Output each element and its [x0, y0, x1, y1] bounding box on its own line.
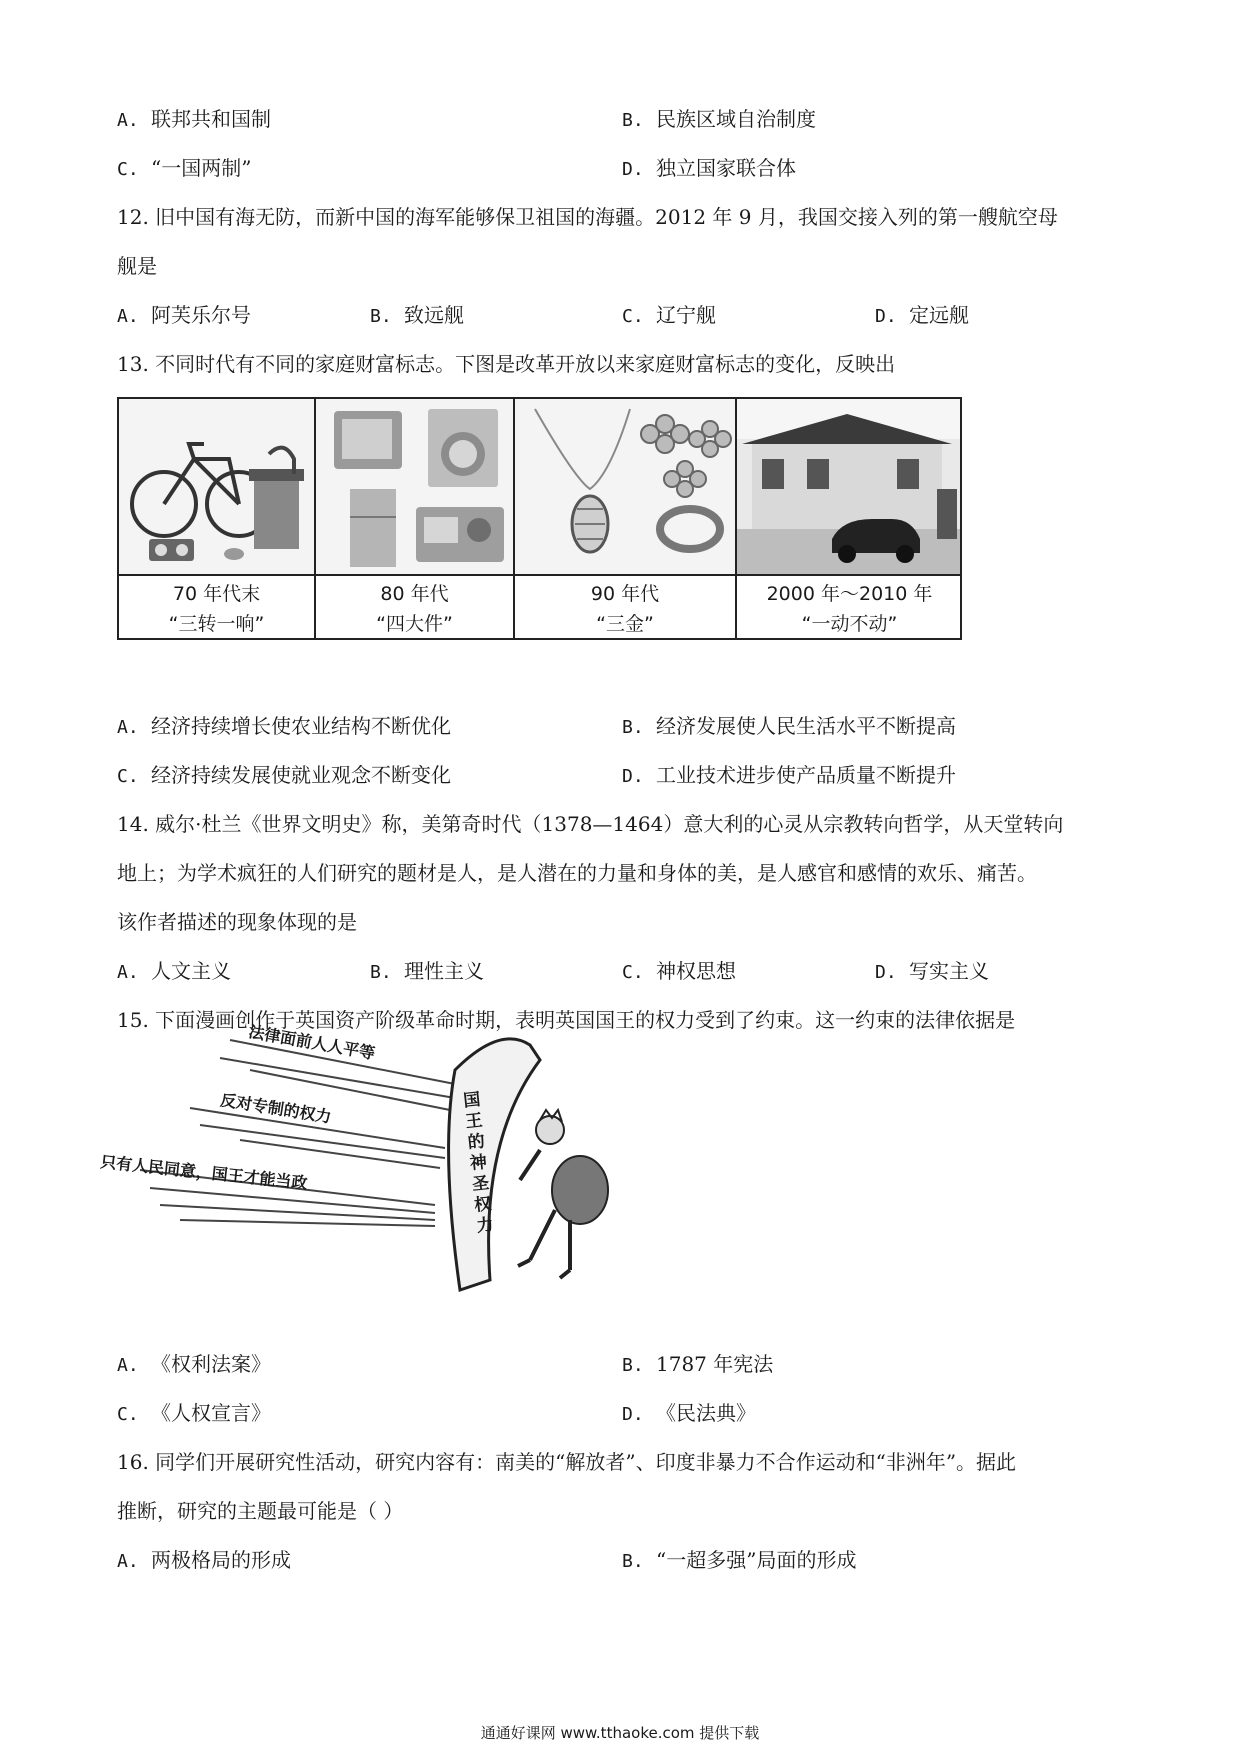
bicycle-sewing-machine-icon — [119, 399, 314, 576]
q16-stem-line2: 推断，研究的主题最可能是（ ） — [117, 1499, 404, 1523]
q16-option-b — [622, 1546, 856, 1576]
period-label: 80 年代 — [380, 583, 449, 605]
option-key: A. — [117, 962, 139, 983]
q12-stem-line1: 12. 旧中国有海无防，而新中国的海军能够保卫祖国的海疆。2012 年 9 月，我国交接入列的第一艘航空母 — [117, 205, 1058, 229]
q13-option-a — [117, 712, 451, 742]
option-text: 致远舰 — [404, 303, 464, 327]
option-text: 神权思想 — [656, 959, 736, 983]
q15-option-a — [117, 1350, 271, 1380]
option-text: 人文主义 — [151, 959, 231, 983]
q13-stem: 13. 不同时代有不同的家庭财富标志。下图是改革开放以来家庭财富标志的变化，反映出 — [117, 352, 896, 376]
period-label: 2000 年～2010 年 — [766, 583, 933, 605]
option-text: 理性主义 — [404, 959, 484, 983]
table-caption — [737, 577, 962, 638]
option-text: 经济持续发展使就业观念不断变化 — [151, 763, 451, 787]
q14-stem-line2: 地上；为学术疯狂的人们研究的题材是人，是人潜在的力量和身体的美，是人感官和感情的欢乐、痛苦。 — [117, 861, 1037, 885]
q15-option-c — [117, 1399, 271, 1429]
q12-option-a — [117, 301, 251, 331]
king-power-cartoon — [99, 1022, 620, 1310]
option-key: B. — [622, 717, 644, 738]
q13-option-d — [622, 761, 956, 791]
appliances-icon — [316, 399, 513, 576]
symbol-label: “一动不动” — [801, 613, 898, 635]
option-key: D. — [622, 1404, 644, 1425]
option-key: A. — [117, 717, 139, 738]
q12-option-b — [370, 301, 464, 331]
q14-stem-line3: 该作者描述的现象体现的是 — [117, 910, 357, 934]
option-key: C. — [622, 306, 644, 327]
option-text: 联邦共和国制 — [151, 107, 271, 131]
q11-option-c — [117, 154, 251, 184]
option-text: 阿芙乐尔号 — [151, 303, 251, 327]
period-label: 90 年代 — [590, 583, 660, 605]
option-text: 辽宁舰 — [656, 303, 716, 327]
option-text: 《民法典》 — [656, 1401, 756, 1425]
option-key: A. — [117, 1355, 139, 1376]
table-cell-80s — [316, 399, 515, 638]
q12-option-d — [875, 301, 969, 331]
option-text: 《权利法案》 — [151, 1352, 271, 1376]
q12-option-c — [622, 301, 716, 331]
option-text: 定远舰 — [909, 303, 969, 327]
q11-option-d — [622, 154, 796, 184]
option-text: “一国两制” — [151, 156, 252, 180]
table-cell-90s — [515, 399, 737, 638]
option-text: 独立国家联合体 — [656, 156, 796, 180]
q11-option-a — [117, 105, 271, 135]
option-text: 工业技术进步使产品质量不断提升 — [656, 763, 956, 787]
symbol-label: “三转一响” — [168, 613, 265, 635]
option-text: 写实主义 — [909, 959, 989, 983]
table-caption — [515, 577, 735, 638]
cartoon-shield-label: 国王的神圣权力 — [462, 1089, 495, 1237]
option-key: A. — [117, 110, 139, 131]
q13-option-b — [622, 712, 956, 742]
table-cell-70s — [119, 399, 316, 638]
q15-option-d — [622, 1399, 756, 1429]
option-text: 经济发展使人民生活水平不断提高 — [656, 714, 956, 738]
q13-option-c — [117, 761, 451, 791]
q14-stem-line1: 14. 威尔·杜兰《世界文明史》称，美第奇时代（1378—1464）意大利的心灵从宗教转向哲学，从天堂转向 — [117, 812, 1064, 836]
q15-stem: 15. 下面漫画创作于英国资产阶级革命时期，表明英国国王的权力受到了约束。这一约束的法律依据是 — [117, 1008, 1016, 1032]
page-footer: 通通好课网 www.tthaoke.com 提供下载 — [480, 1724, 760, 1742]
option-key: D. — [875, 306, 897, 327]
option-key: A. — [117, 306, 139, 327]
option-key: A. — [117, 1551, 139, 1572]
table-cell-2000s — [737, 399, 962, 638]
q12-stem-line2: 舰是 — [117, 254, 157, 278]
period-label: 70 年代末 — [172, 583, 261, 605]
house-car-icon — [737, 399, 962, 576]
option-text: 两极格局的形成 — [151, 1548, 291, 1572]
q14-option-c — [622, 957, 736, 987]
option-key: B. — [622, 1551, 644, 1572]
q14-option-a — [117, 957, 231, 987]
jewelry-icon — [515, 399, 735, 576]
option-key: C. — [117, 766, 139, 787]
cartoon-arrow-label: 法律面前人人平等 — [247, 1022, 377, 1063]
cartoon-arrow-label: 只有人民同意，国王才能当政 — [99, 1152, 309, 1193]
table-caption — [316, 577, 513, 638]
q16-stem-line1: 16. 同学们开展研究性活动，研究内容有：南美的“解放者”、印度非暴力不合作运动和“非洲年”。据此 — [117, 1450, 1017, 1474]
option-text: 1787 年宪法 — [656, 1352, 774, 1376]
q15-option-b — [622, 1350, 773, 1380]
option-key: B. — [622, 110, 644, 131]
option-key: B. — [370, 962, 392, 983]
cartoon-arrow-label: 反对专制的权力 — [219, 1090, 333, 1127]
option-key: C. — [117, 1404, 139, 1425]
symbol-label: “四大件” — [376, 613, 453, 635]
q14-option-b — [370, 957, 484, 987]
option-text: “一超多强”局面的形成 — [656, 1548, 857, 1572]
q16-option-a — [117, 1546, 291, 1576]
option-text: 民族区域自治制度 — [656, 107, 816, 131]
option-key: D. — [622, 159, 644, 180]
q14-option-d — [875, 957, 989, 987]
option-key: C. — [622, 962, 644, 983]
wealth-symbols-table — [117, 397, 962, 640]
option-key: B. — [370, 306, 392, 327]
option-text: 经济持续增长使农业结构不断优化 — [151, 714, 451, 738]
q11-option-b — [622, 105, 816, 135]
table-caption — [119, 577, 314, 638]
option-key: D. — [622, 766, 644, 787]
option-key: B. — [622, 1355, 644, 1376]
option-key: D. — [875, 962, 897, 983]
symbol-label: “三金” — [596, 613, 654, 635]
option-key: C. — [117, 159, 139, 180]
option-text: 《人权宣言》 — [151, 1401, 271, 1425]
